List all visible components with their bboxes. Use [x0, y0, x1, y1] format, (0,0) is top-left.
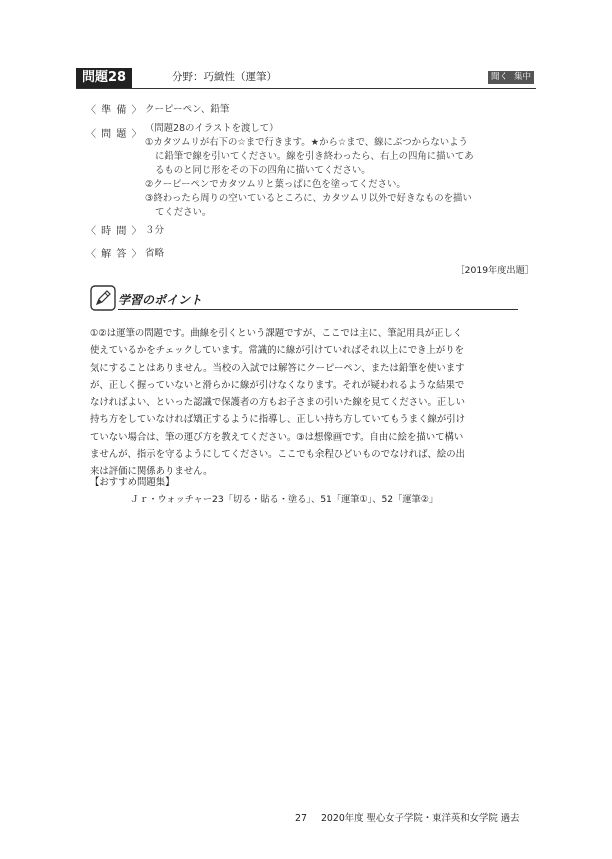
problem-number: 問題28	[76, 68, 132, 88]
answer-value: 省略	[145, 248, 165, 259]
explanation-line: なければよい、といった認識で保護者の方もお子さまの引いた線を見てください。正しい	[90, 397, 466, 409]
page-number: 27	[295, 813, 307, 824]
problem-line: ②クーピーペンでカタツムリと葉っぱに色を塗ってください。	[145, 179, 406, 190]
header-rule	[76, 70, 536, 89]
tag-focus: 集中	[511, 71, 534, 84]
year-note: ［2019年度出題］	[455, 265, 534, 276]
prep-value: クーピーペン、鉛筆	[145, 104, 230, 115]
explanation-line: 持ち方をしていなければ矯正するように指導し、正しい持ち方していてもうまく線が引け	[90, 414, 466, 426]
answer-label: 〈 解 答 〉	[86, 249, 143, 260]
prep-label: 〈 準 備 〉	[86, 105, 143, 116]
recommend-heading: 【おすすめ問題集】	[90, 477, 175, 488]
problem-line: （問題28のイラストを渡して）	[145, 123, 279, 134]
recommend-items: Ｊｒ・ウォッチャー23「切る・貼る・塗る」、51「運筆①」、52「運筆②」	[130, 494, 439, 505]
explanation-line: ませんが、指示を守るようにしてください。ここでも余程ひどいものでなければ、絵の出	[90, 449, 466, 461]
field-label: 分野：巧緻性（運筆）	[172, 71, 277, 83]
problem-line: ③終わったら周りの空いているところに、カタツムリ以外で好きなものを描い	[145, 193, 472, 204]
explanation-line: 来は評価に関係ありません。	[90, 466, 213, 478]
point-explanation	[90, 325, 530, 481]
explanation-line: 気にすることはありません。当校の入試では解答にクーピーペン、または鉛筆を使います	[90, 362, 465, 374]
tag-listen: 聞く	[488, 71, 511, 84]
pencil-icon	[90, 285, 116, 311]
point-title: 学習のポイント	[118, 293, 203, 307]
problem-line: に鉛筆で線を引いてください。線を引き終わったら、右上の四角に描いてあ	[155, 151, 474, 162]
problem-label: 〈 問 題 〉	[86, 129, 143, 140]
time-value: ３分	[145, 225, 165, 236]
explanation-line: が、正しく握っていないと滑らかに線が引けなくなります。それが疑われるような結果で	[90, 379, 465, 391]
footer	[295, 810, 534, 824]
explanation-line: 使えているかをチェックしています。常識的に線が引けていればそれ以上にでき上がりを	[90, 345, 464, 357]
problem-line: るものと同じ形をその下の四角に描いてください。	[155, 165, 371, 176]
problem-line: てください。	[155, 207, 212, 218]
footer-title: 2020年度 聖心女子学院・東洋英和女学院 過去	[320, 813, 520, 824]
time-label: 〈 時 間 〉	[86, 226, 143, 237]
point-rule	[118, 309, 518, 310]
explanation-line: ていない場合は、筆の運び方を教えてください。③は想像画です。自由に絵を描いて構い	[90, 431, 464, 443]
problem-line: ①カタツムリが右下の☆まで行きます。★から☆まで、線にぶつからないよう	[145, 137, 468, 148]
explanation-line: ①②は運筆の問題です。曲線を引くという課題ですが、ここでは主に、筆記用具が正しく	[90, 328, 463, 339]
